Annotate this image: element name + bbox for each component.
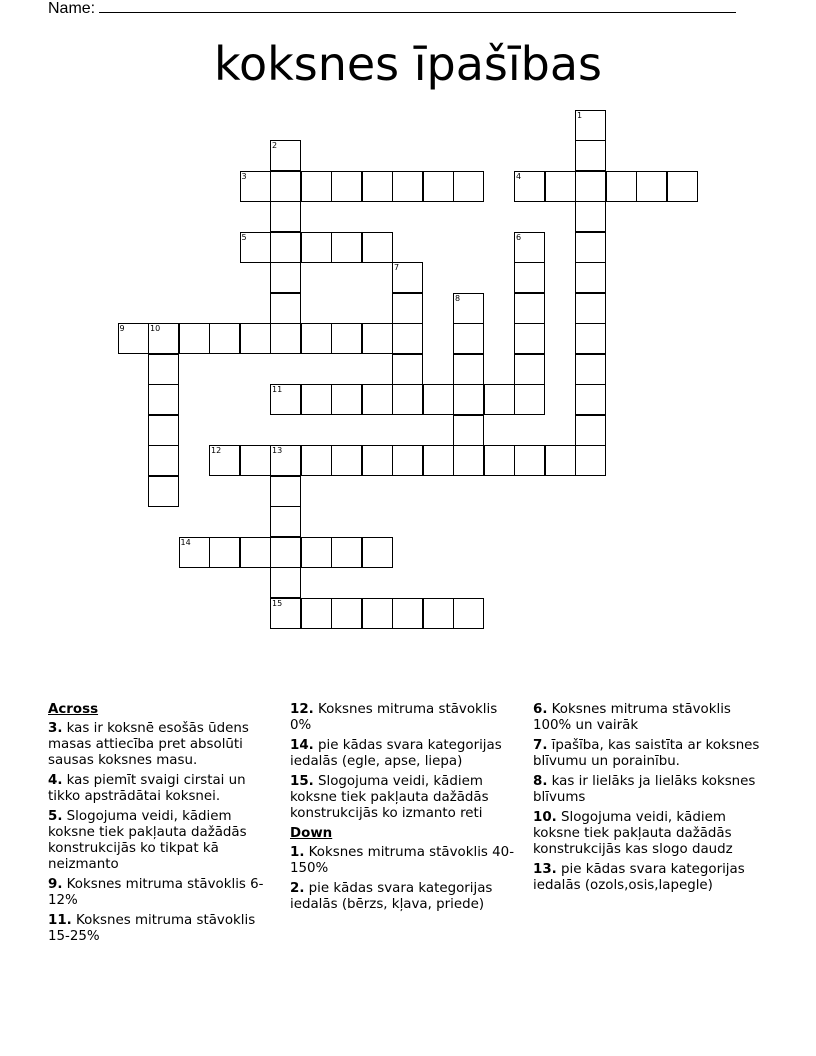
grid-cell[interactable] [270,323,301,354]
grid-cell[interactable] [545,171,576,202]
grid-cell[interactable] [270,171,301,202]
grid-cell[interactable] [453,171,484,202]
grid-cell[interactable] [270,445,301,476]
grid-cell[interactable] [270,140,301,171]
grid-cell[interactable] [484,384,515,415]
grid-cell[interactable] [575,293,606,324]
clue-number: 7 [394,263,400,272]
clue-number: 5. [48,809,63,824]
grid-cell[interactable] [423,384,454,415]
grid-cell[interactable] [301,384,332,415]
clue-number: 8 [455,293,461,303]
clue [290,881,522,913]
clue-text: kas piemīt svaigi cirstai un tikko apstrādātai koksnei. [48,773,246,804]
grid-cell[interactable] [331,445,362,476]
grid-cell[interactable] [148,415,179,446]
grid-cell[interactable] [453,384,484,415]
clue [48,877,278,909]
clue-number: 10. [533,810,557,825]
clue-number: 10 [150,324,161,333]
grid-cell[interactable] [575,232,606,263]
grid-cell[interactable] [270,476,301,507]
grid-cell[interactable] [575,415,606,446]
clue-text: Koksnes mitruma stāvoklis 40-150% [290,845,515,876]
clue [290,845,522,877]
clue-number: 11. [48,913,72,928]
grid-cell[interactable] [575,445,606,476]
clue-text: kas ir lielāks ja lielāks koksnes blīvums [533,774,756,805]
grid-cell[interactable] [362,323,393,354]
page-title: koksnes īpašības [213,37,603,91]
grid-cell[interactable] [392,354,423,385]
clue [290,738,522,770]
grid-cell[interactable] [301,598,332,629]
grid-cell[interactable] [270,537,301,568]
grid-cell[interactable] [575,201,606,232]
grid-cell[interactable] [362,384,393,415]
grid-cell[interactable] [392,384,423,415]
clue-number: 7. [533,738,548,753]
across-clue-list [48,721,278,945]
grid-cell[interactable] [453,293,484,324]
clue-number: 9 [119,324,125,333]
grid-cell[interactable] [453,445,484,476]
clue-number: 6 [516,232,522,242]
grid-cell[interactable] [179,537,210,568]
grid-cell[interactable] [453,415,484,446]
clues-column-3 [533,702,765,898]
clue-text: Slogojuma veidi, kādiem koksne tiek pakļauta dažādās konstrukcijās ko izmanto reti [290,774,489,821]
grid-cell[interactable] [362,171,393,202]
grid-cell[interactable] [118,323,149,354]
grid-cell[interactable] [514,354,545,385]
grid-cell[interactable] [301,171,332,202]
grid-cell[interactable] [148,323,179,354]
grid-cell[interactable] [270,262,301,293]
grid-cell[interactable] [331,384,362,415]
grid-cell[interactable] [270,232,301,263]
grid-cell[interactable] [209,537,240,568]
clue-number: 15. [290,774,314,789]
grid-cell[interactable] [148,476,179,507]
grid-cell[interactable] [484,445,515,476]
grid-cell[interactable] [331,171,362,202]
grid-cell[interactable] [270,598,301,629]
clue [533,810,765,858]
down-heading: Down [290,826,333,841]
grid-cell[interactable] [331,537,362,568]
grid-cell[interactable] [240,537,271,568]
grid-cell[interactable] [392,323,423,354]
grid-cell[interactable] [575,384,606,415]
clue-number: 14 [180,537,191,547]
clue [533,862,765,894]
clue-number: 1. [290,845,305,860]
grid-cell[interactable] [362,537,393,568]
grid-cell[interactable] [331,323,362,354]
grid-cell[interactable] [270,293,301,324]
clue-number: 13 [272,446,283,455]
clue [533,702,765,734]
grid-cell[interactable] [209,445,240,476]
clue-text: Slogojuma veidi, kādiem koksne tiek pakļauta dažādās konstrukcijās kas slogo daudz [533,810,733,857]
grid-cell[interactable] [270,506,301,537]
grid-cell[interactable] [453,354,484,385]
grid-cell[interactable] [453,323,484,354]
clue-number: 12 [211,446,222,455]
clue-text: kas ir koksnē esošās ūdens masas attiecība pret absolūti sausas koksnes masu. [48,721,249,768]
clue [290,702,522,734]
grid-cell[interactable] [392,598,423,629]
grid-cell[interactable] [301,537,332,568]
clue-number: 5 [241,232,247,242]
grid-cell[interactable] [148,445,179,476]
grid-cell[interactable] [514,323,545,354]
grid-cell[interactable] [240,323,271,354]
grid-cell[interactable] [575,262,606,293]
clue-number: 11 [272,385,283,394]
grid-cell[interactable] [240,171,271,202]
grid-cell[interactable] [392,445,423,476]
clue-text: īpašība, kas saistīta ar koksnes blīvumu un porainību. [533,738,760,769]
clue-text: pie kādas svara kategorijas iedalās (ozols,osis,lapegle) [533,862,745,893]
clue [533,738,765,770]
grid-cell[interactable] [392,171,423,202]
grid-cell[interactable] [392,262,423,293]
clue-number: 2. [290,881,305,896]
grid-cell[interactable] [301,323,332,354]
grid-cell[interactable] [575,323,606,354]
clue-number: 2 [272,141,278,150]
grid-cell[interactable] [667,171,698,202]
grid-cell[interactable] [423,598,454,629]
grid-cell[interactable] [575,110,606,141]
grid-cell[interactable] [423,171,454,202]
grid-cell[interactable] [148,354,179,385]
clue-number: 1 [577,110,583,120]
clues-column-1 [48,702,278,949]
grid-cell[interactable] [514,293,545,324]
grid-cell[interactable] [331,232,362,263]
clue-number: 8. [533,774,548,789]
clue-text: Koksnes mitruma stāvoklis 0% [290,702,498,733]
clue-number: 3. [48,721,63,736]
across-heading: Across [48,702,99,717]
clue-number: 6. [533,702,548,717]
grid-cell[interactable] [514,384,545,415]
grid-cell[interactable] [545,445,576,476]
clue-text: Koksnes mitruma stāvoklis 6-12% [48,877,264,908]
grid-cell[interactable] [362,445,393,476]
grid-cell[interactable] [331,598,362,629]
grid-cell[interactable] [636,171,667,202]
name-label: Name: [48,0,96,17]
grid-cell[interactable] [514,171,545,202]
clue-number: 14. [290,738,314,753]
grid-cell[interactable] [240,445,271,476]
grid-cell[interactable] [179,323,210,354]
grid-cell[interactable] [453,598,484,629]
clue [48,913,278,945]
grid-cell[interactable] [209,323,240,354]
clue [290,774,522,822]
clue [533,774,765,806]
grid-cell[interactable] [270,201,301,232]
clue-text: pie kādas svara kategorijas iedalās (bērzs, kļava, priede) [290,881,493,912]
grid-cell[interactable] [575,171,606,202]
clue-number: 3 [241,171,247,181]
clue-text: Slogojuma veidi, kādiem koksne tiek pakļauta dažādās konstrukcijās ko tikpat kā neizmanto [48,809,247,872]
grid-cell[interactable] [270,384,301,415]
clue-text: Koksnes mitruma stāvoklis 15-25% [48,913,256,944]
clue-number: 4 [516,171,522,181]
grid-cell[interactable] [392,293,423,324]
grid-cell[interactable] [575,354,606,385]
clue-text: Koksnes mitruma stāvoklis 100% un vairāk [533,702,731,733]
clue [48,773,278,805]
clue-number: 4. [48,773,63,788]
grid-cell[interactable] [362,598,393,629]
grid-cell[interactable] [423,445,454,476]
clue [48,721,278,769]
clue [48,809,278,873]
down-clue-list-continued [533,702,765,894]
clue-number: 15 [272,598,283,608]
grid-cell[interactable] [362,232,393,263]
clue-number: 9. [48,877,63,892]
across-clue-list-continued [290,702,522,822]
clue-text: pie kādas svara kategorijas iedalās (egle, apse, liepa) [290,738,502,769]
clues-column-2 [290,702,522,917]
grid-cell[interactable] [514,232,545,263]
grid-cell[interactable] [575,140,606,171]
grid-cell[interactable] [270,567,301,598]
clue-number: 13. [533,862,557,877]
grid-cell[interactable] [301,445,332,476]
grid-cell[interactable] [606,171,637,202]
clue-number: 12. [290,702,314,717]
grid-cell[interactable] [514,445,545,476]
grid-cell[interactable] [148,384,179,415]
grid-cell[interactable] [240,232,271,263]
grid-cell[interactable] [514,262,545,293]
grid-cell[interactable] [301,232,332,263]
down-clue-list [290,845,522,913]
